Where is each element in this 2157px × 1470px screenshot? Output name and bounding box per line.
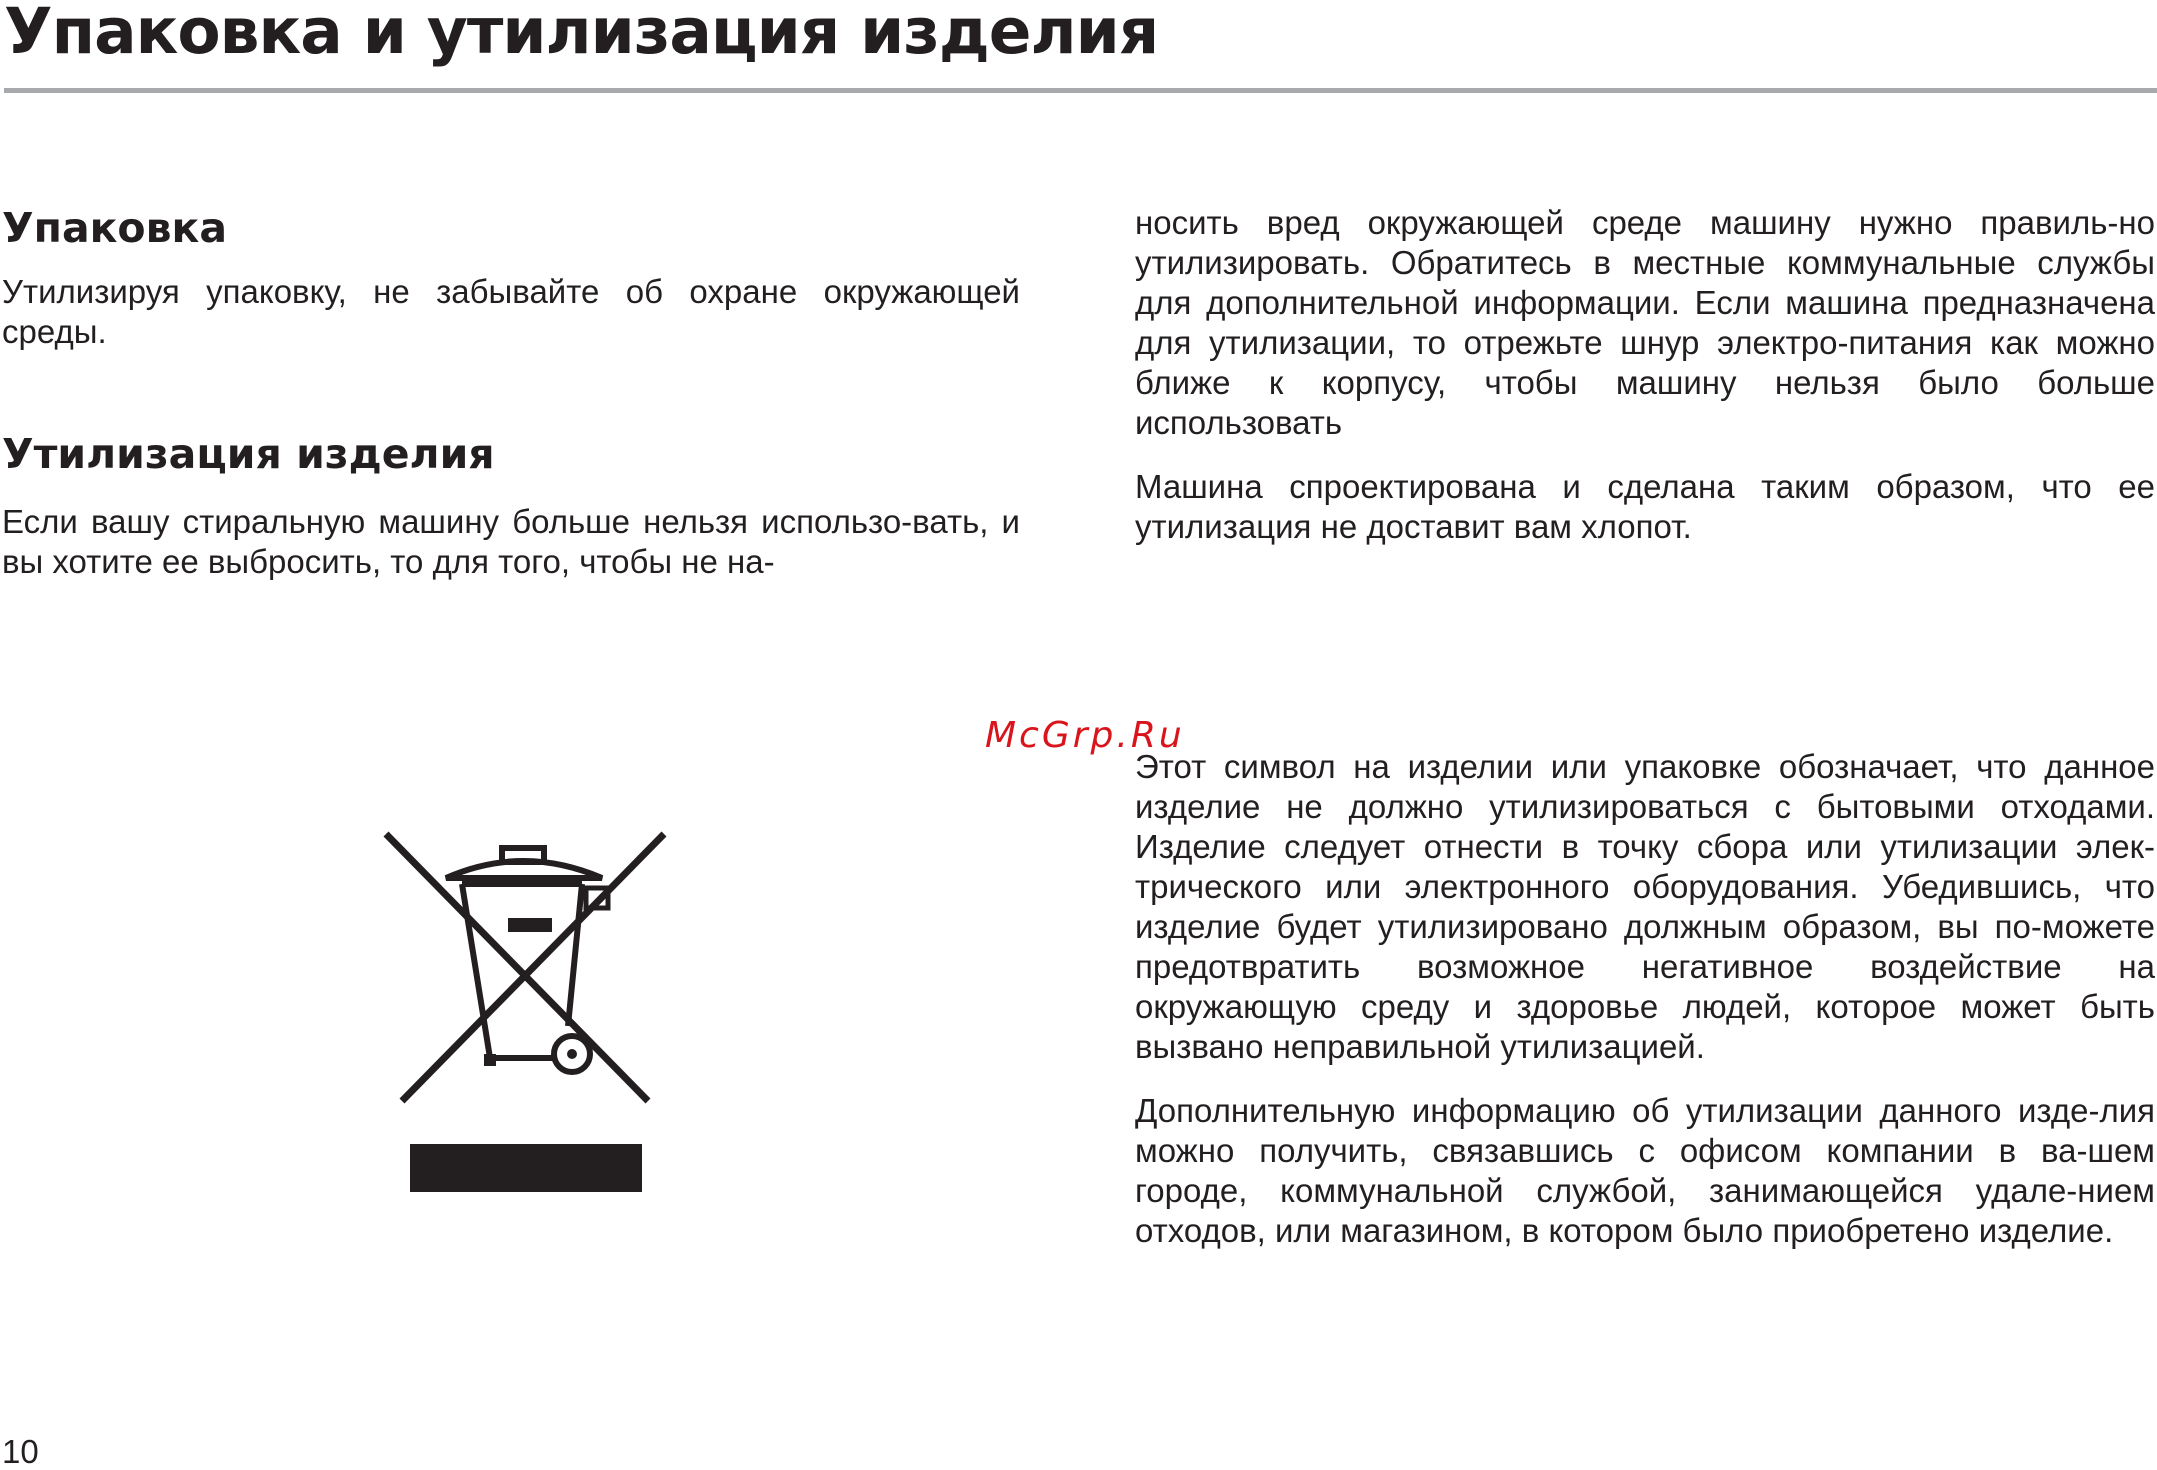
packaging-text-block <box>2 272 1020 352</box>
disposal-text-block <box>2 502 1020 582</box>
symbol-meaning-text: Этот символ на изделии или упаковке обозначает, что данное изделие не должно утилизироваться с бытовыми отходами. Изделие следует отнести в точку сбора или утилизации элек-трического или электронного оборудования. Убедившись, что изделие будет утилизировано должным образом, вы по-можете предотвратить возможное негативное воздействие на окружающую среду и здоровье людей, которое может быть вызвано неправильной утилизацией. <box>1135 748 2155 1065</box>
symbol-description-block <box>1135 747 2155 1251</box>
design-note-text: Машина спроектирована и сделана таким образом, что ее утилизация не доставит вам хлопот. <box>1135 468 2155 545</box>
packaging-heading: Упаковка <box>2 204 228 252</box>
page-title: Упаковка и утилизация изделия <box>4 0 1159 68</box>
crossed-out-wheeled-bin-icon <box>380 826 670 1196</box>
disposal-continued-text: носить вред окружающей среде машину нужно правиль-но утилизировать. Обратитесь в местные коммунальные службы для дополнительной информации. Если машина предназначена для утилизации, то отрежьте шнур электро-питания как можно ближе к корпусу, чтобы машину нельзя было больше использовать <box>1135 204 2155 441</box>
title-divider <box>4 88 2157 93</box>
watermark: McGrp.Ru <box>985 715 1185 756</box>
disposal-text: Если вашу стиральную машину больше нельзя использо-вать, и вы хотите ее выбросить, то для того, чтобы не на- <box>2 503 1020 580</box>
packaging-text: Утилизируя упаковку, не забывайте об охране окружающей среды. <box>2 273 1020 350</box>
additional-info-text: Дополнительную информацию об утилизации данного изде-лия можно получить, связавшись с офисом компании в ва-шем городе, коммунальной службой, занимающейся удале-нием отходов, или магазином, в котором было приобретено изделие. <box>1135 1092 2155 1249</box>
page-number: 10 <box>2 1433 39 1470</box>
disposal-heading: Утилизация изделия <box>2 430 495 478</box>
disposal-continued-block <box>1135 203 2155 547</box>
